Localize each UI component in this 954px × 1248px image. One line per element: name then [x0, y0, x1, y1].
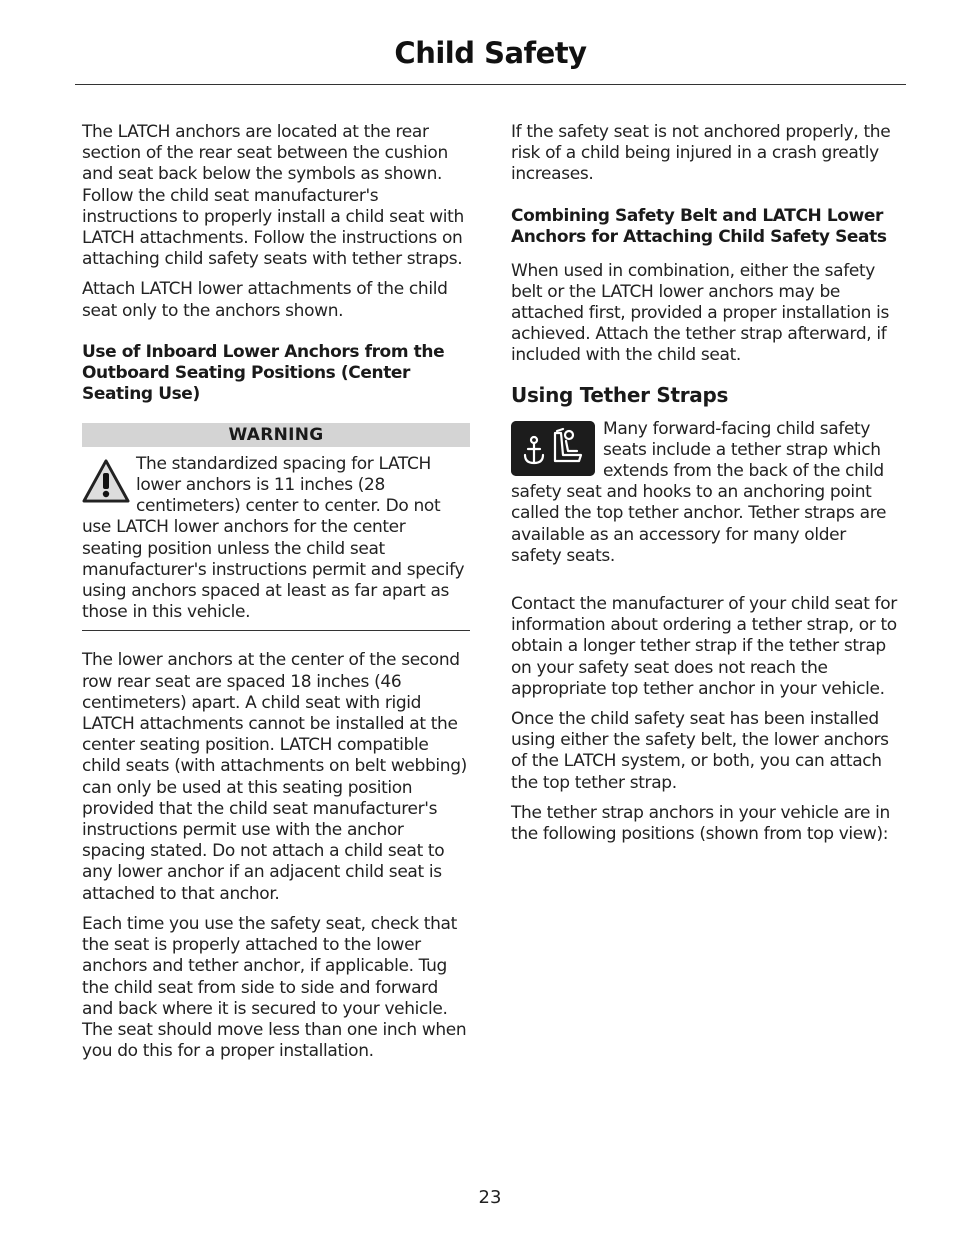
right-column: [511, 122, 900, 854]
warning-label: WARNING: [82, 423, 470, 447]
child-seat-tether-anchor-icon: [511, 421, 595, 476]
page-title: Child Safety: [394, 36, 587, 70]
inboard-anchors-heading: Use of Inboard Lower Anchors from the Outboard Seating Positions (Center Seating Use): [82, 341, 445, 404]
latch-anchors-location-paragraph: The LATCH anchors are located at the rear section of the rear seat between the cushion and seat back below the symbols as shown. Follow the child seat manufacturer's instructions to properly install a child seat with LATCH attachments. Follow the instructions on attaching child safety seats with tether straps.: [82, 122, 464, 270]
tether-straps-heading: Using Tether Straps: [511, 382, 729, 407]
attach-tether-paragraph: Once the child safety seat has been installed using either the safety belt, the lower anchors of the LATCH system, or both, you can attach the top tether strap.: [511, 709, 889, 793]
combining-heading: Combining Safety Belt and LATCH Lower Anchors for Attaching Child Safety Seats: [511, 205, 887, 247]
warning-triangle-icon: [82, 458, 130, 504]
center-anchors-paragraph: The lower anchors at the center of the second row rear seat are spaced 18 inches (46 centimeters) apart. A child seat with rigid LATCH attachments cannot be installed at the center seating position. LATCH compatible child seats (with attachments on belt webbing) can only be used at this seating position provided that the child seat manufacturer's instructions permit use with the anchor spacing stated. Do not attach a child seat to any lower anchor if an adjacent child seat is attached to that anchor.: [82, 650, 467, 904]
left-column: [82, 122, 470, 1071]
title-divider: [75, 84, 906, 85]
tether-description-paragraph: Many forward-facing child safety seats include a tether strap which extends from the back of the child safety seat and hooks to an anchoring point called the top tether anchor. Tether straps are available as an accessory for many older safety seats.: [511, 418, 887, 566]
tether-positions-paragraph: The tether strap anchors in your vehicle are in the following positions (shown from top view):: [511, 802, 890, 845]
contact-manufacturer-paragraph: Contact the manufacturer of your child seat for information about ordering a tether strap, or to obtain a longer tether strap if the tether strap on your safety seat does not reach the appropriate top tether anchor in your vehicle.: [511, 594, 897, 699]
warning-box: [82, 454, 470, 632]
warning-text: The standardized spacing for LATCH lower anchors is 11 inches (28 centimeters) center to center. Do not use LATCH lower anchors for the center seating position unless the child seat manufacturer's instructions permit and specify using anchors spaced at least as far apart as those in this vehicle.: [82, 453, 465, 623]
page-number: 23: [478, 1187, 502, 1208]
latch-attach-paragraph: Attach LATCH lower attachments of the child seat only to the anchors shown.: [82, 279, 448, 321]
seat-check-paragraph: Each time you use the safety seat, check that the seat is properly attached to the lower anchors and tether anchor, if applicable. Tug the child seat from side to side and forward and back where it is secured to your vehicle. The seat should move less than one inch when you do this for a proper installation.: [82, 913, 467, 1062]
anchor-risk-paragraph: If the safety seat is not anchored properly, the risk of a child being injured in a crash greatly increases.: [511, 122, 891, 185]
combination-paragraph: When used in combination, either the safety belt or the LATCH lower anchors may be attached first, provided a proper installation is achieved. Attach the tether strap afterward, if included with the child seat.: [511, 260, 889, 366]
tether-intro: [511, 419, 900, 567]
